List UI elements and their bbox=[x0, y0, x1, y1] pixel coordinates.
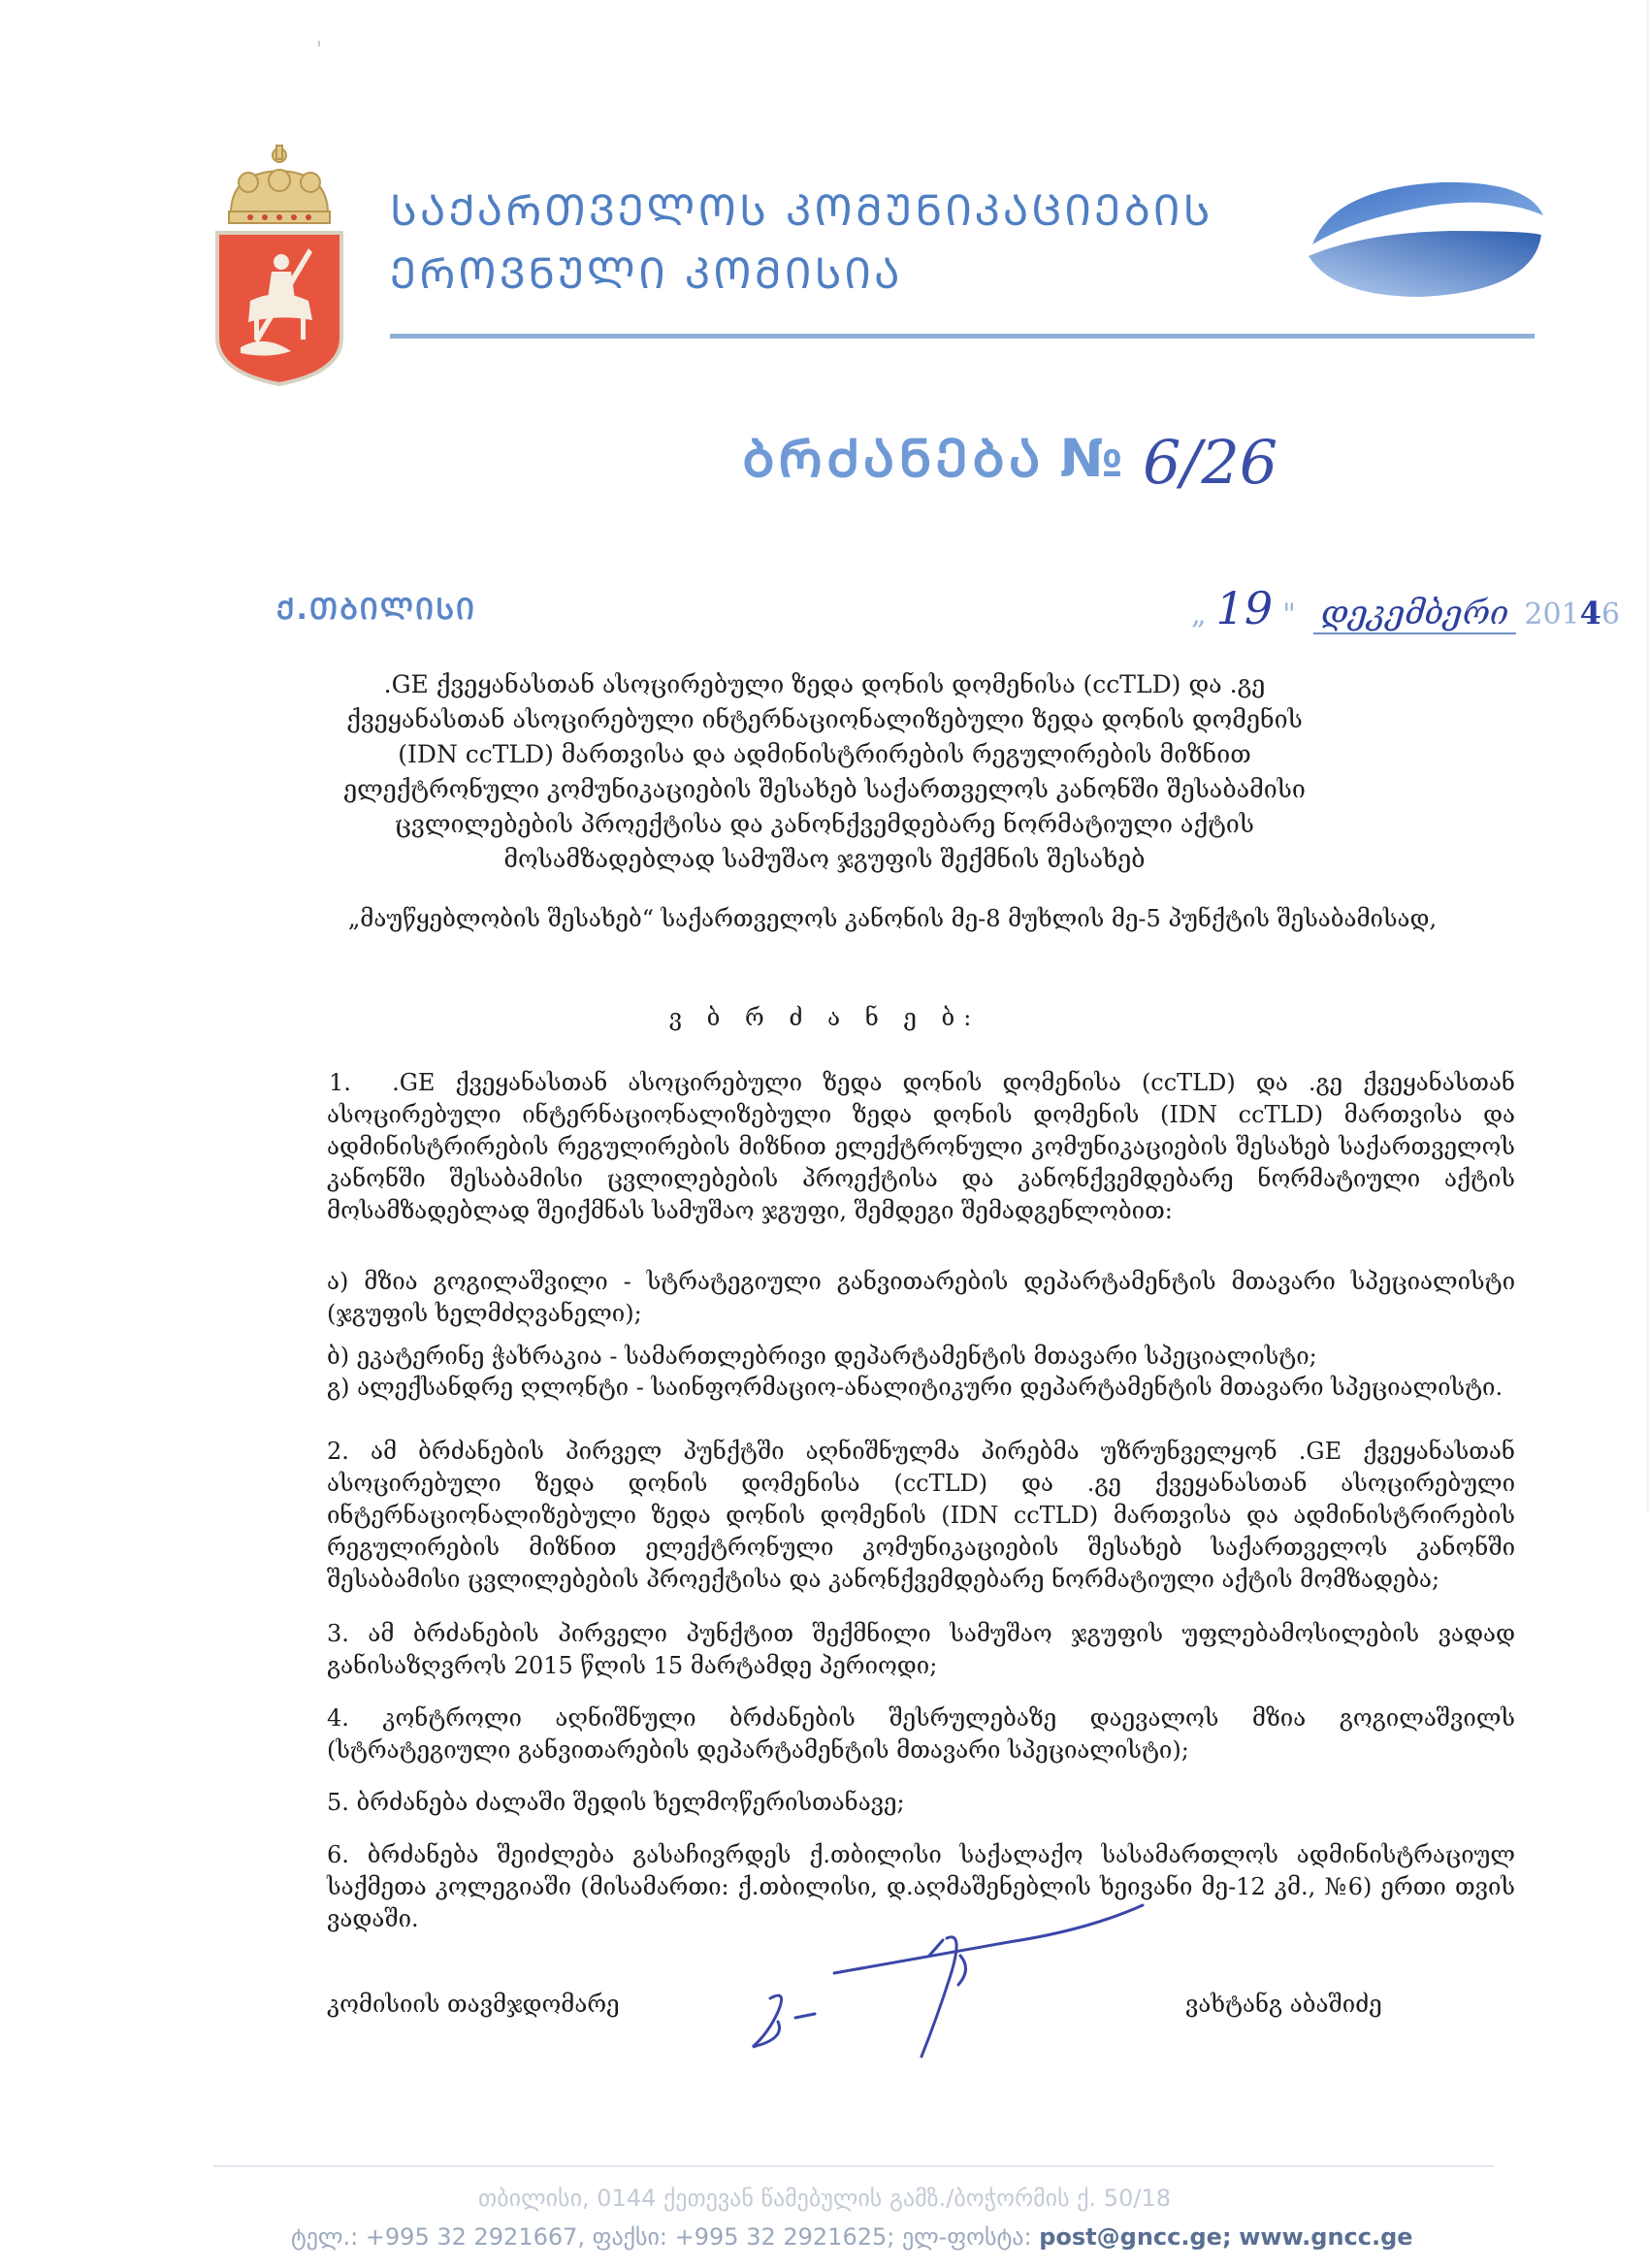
signatory-position: კომისიის თავმჯდომარე bbox=[327, 1991, 620, 2018]
header-rule bbox=[390, 334, 1535, 339]
org-name-line2: ᲔᲠᲝᲕᲜᲣᲚᲘ ᲙᲝᲛᲘᲡᲘᲐ bbox=[390, 249, 903, 299]
email-link[interactable]: post@gncc.ge; bbox=[1039, 2223, 1232, 2251]
org-name-line1: ᲡᲐᲥᲐᲠᲗᲕᲔᲚᲝᲡ ᲙᲝᲛᲣᲜᲘᲙᲐᲪᲘᲔᲑᲘᲡ bbox=[390, 186, 1213, 236]
item-2: 2. ამ ბრძანების პირველ პუნქტში აღნიშნულმა პირებმა უზრუნველყონ .GE ქვეყანასთან ასოცირებული ზედა დონის დომენისა (ccTLD) და .გე ქვეყანასთან ასოცირებული ინტერნაციონალიზებული ზედა დონის დომენის (IDN ccTLD) მართვისა და ადმინისტრირების რეგულირების მიზნით ელექტრონული კომუნიკაციების შესახებ საქართველოს კანონში შესაბამისი ცვლილებების პროექტისა და კანონქვემდებარე ნორმატიული აქტის მომზადება; bbox=[327, 1438, 1515, 1593]
order-heading bbox=[742, 420, 1126, 492]
date-close-quote: " bbox=[1282, 598, 1296, 632]
date-year-digit: 4 bbox=[1579, 595, 1601, 632]
item-1 bbox=[327, 1067, 1515, 1227]
signatory-name: ვახტანგ აბაშიძე bbox=[1185, 1991, 1382, 2018]
fax-value: +995 32 2921625; bbox=[674, 2223, 895, 2251]
date-day: 19 bbox=[1215, 582, 1274, 634]
date-year-suffix: 6 bbox=[1600, 598, 1621, 632]
order-date bbox=[1191, 582, 1621, 634]
date-month: დეკემბერი bbox=[1313, 594, 1517, 634]
member-b: ბ) ეკატერინე ჭახრაკია - სამართლებრივი დეპარტამენტის მთავარი სპეციალისტი; bbox=[327, 1343, 1317, 1370]
email-label: ელ-ფოსტა: bbox=[901, 2223, 1032, 2251]
item-5: 5. ბრძანება ძალაში შედის ხელმოწერისთანავე; bbox=[327, 1789, 905, 1816]
member-a: ა) მზია გოგილაშვილი - სტრატეგიული განვითარების დეპარტამენტის მთავარი სპეციალისტი (ჯგუფის ხელმძღვანელი); bbox=[327, 1268, 1515, 1327]
item-3: 3. ამ ბრძანების პირველი პუნქტით შექმნილი სამუშაო ჯგუფის უფლებამოსილების ვადად განისაზღვროს 2015 წლის 15 მარტამდე პერიოდი; bbox=[327, 1620, 1515, 1679]
order-verb: ვ ბ რ ძ ა ნ ე ბ: bbox=[668, 1004, 981, 1031]
fax-label: ფაქსი: bbox=[592, 2223, 668, 2251]
order-number: 6/26 bbox=[1143, 427, 1278, 498]
item-6: 6. ბრძანება შეიძლება გასაჩივრდეს ქ.თბილისი საქალაქო სასამართლოს ადმინისტრაციულ საქმეთა კოლეგიაში (მისამართი: ქ.თბილისი, დ.აღმაშენებლის ხეივანი მე-12 კმ., №6) ერთი თვის ვადაში. bbox=[327, 1841, 1515, 1932]
date-open-quote: „ bbox=[1191, 598, 1207, 632]
gncc-logo-icon bbox=[1305, 177, 1547, 301]
order-subject: .GE ქვეყანასთან ასოცირებული ზედა დონის დომენისა (ccTLD) და .გე ქვეყანასთან ასოცირებული ინტერნაციონალიზებული ზედა დონის დომენის (IDN ccTLD) მართვისა და ადმინისტრირების რეგულირების მიზნით ელექტრონული კომუნიკაციების შესახებ საქართველოს კანონში შესაბამისი ცვლილებების პროექტისა და კანონქვემდებარე ნორმატიული აქტის მოსამზადებლად სამუშაო ჯგუფის შექმნის შესახებ bbox=[343, 670, 1306, 873]
number-sign: № bbox=[1059, 428, 1127, 489]
member-c: გ) ალექსანდრე ღლონტი - საინფორმაციო-ანალიტიკური დეპარტამენტის მთავარი სპეციალისტი. bbox=[327, 1374, 1504, 1401]
coat-of-arms-icon bbox=[211, 144, 347, 386]
scan-mark bbox=[318, 41, 320, 47]
item-4: 4. კონტროლი აღნიშნული ბრძანების შესრულებაზე დაევალოს მზია გოგილაშვილს (სტრატეგიული განვითარების დეპარტამენტის მთავარი სპეციალისტი); bbox=[327, 1704, 1515, 1764]
city-label: Ქ.ᲗᲑᲘᲚᲘᲡᲘ bbox=[276, 593, 476, 627]
footer-contacts bbox=[291, 2223, 1413, 2251]
legal-basis: „მაუწყებლობის შესახებ“ საქართველოს კანონის მე-8 მუხლის მე-5 პუნქტის შესაბამისად, bbox=[347, 905, 1438, 932]
item-1-number: 1. bbox=[329, 1069, 351, 1096]
tel-value: +995 32 2921667, bbox=[365, 2223, 586, 2251]
date-year-prefix: 201 bbox=[1524, 598, 1580, 632]
item-1-text: .GE ქვეყანასთან ასოცირებული ზედა დონის დომენისა (ccTLD) და .გე ქვეყანასთან ასოცირებული ინტერნაციონალიზებული ზედა დონის დომენის (IDN ccTLD) მართვისა და ადმინისტრირების რეგულირების მიზნით ელექტრონული კომუნიკაციების შესახებ საქართველოს კანონში შესაბამისი ცვლილებების პროექტისა და კანონქვემდებარე ნორმატიული აქტის მოსამზადებლად შეიქმნას სამუშაო ჯგუფი, შემდეგი შემადგენლობით: bbox=[327, 1069, 1515, 1224]
website-link[interactable]: www.gncc.ge bbox=[1239, 2223, 1413, 2251]
order-title: ᲑᲠᲫᲐᲜᲔᲑᲐ bbox=[742, 428, 1045, 489]
footer-address: თბილისი, 0144 ქეთევან წამებულის გამზ./ბოჭორმის ქ. 50/18 bbox=[478, 2185, 1171, 2212]
handwritten-signature-icon bbox=[718, 1892, 1174, 2086]
tel-label: ტელ.: bbox=[291, 2223, 359, 2251]
footer-rule bbox=[213, 2165, 1494, 2167]
